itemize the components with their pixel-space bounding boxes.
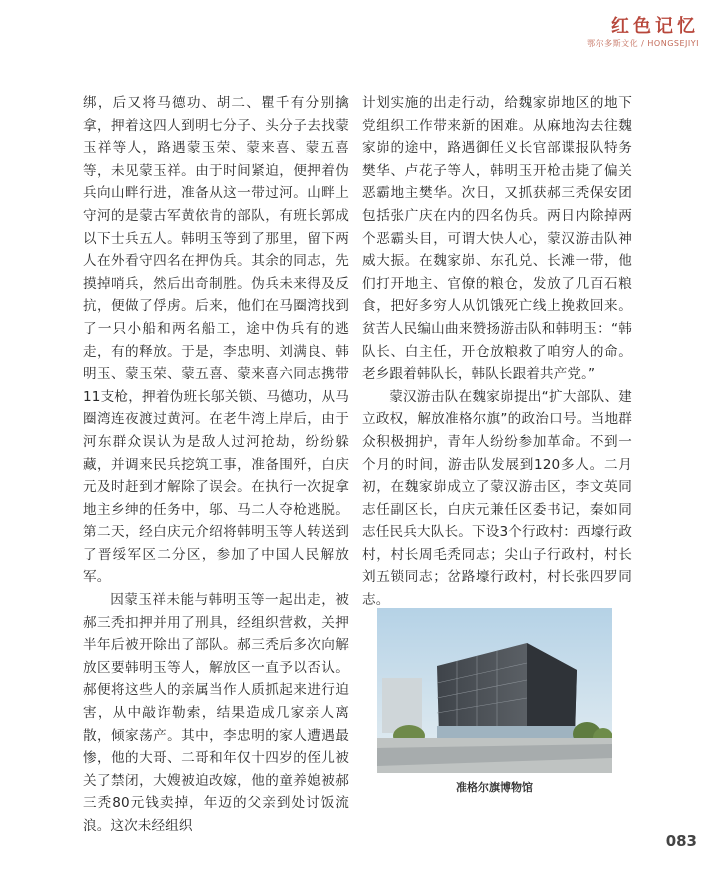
paragraph: 绑，后又将马德功、胡二、瞿千有分别擒拿，押着这四人到明七分子、头分子去找蒙玉祥等人，路遇蒙玉荣、蒙来喜、蒙五喜等，未见蒙玉祥。由于时间紧迫，便押着伪兵向山畔行进，准备从这一带过河。山畔上守河的是蒙古军黄依肯的部队，有班长郭成以下士兵五人。韩明玉等到了那里，留下两人在外看守四名在押伪兵。其余的同志，先摸掉哨兵，然后出奇制胜。伪兵未来得及反抗，便做了俘虏。后来，他们在马圈湾找到了一只小船和两名船工，途中伪兵有的逃走，有的释放。于是，李忠明、刘满良、韩明玉、蒙玉荣、蒙五喜、蒙来喜六同志携带11支枪，押着伪班长邬关锁、马德功，从马圈湾连夜渡过黄河。在老牛湾上岸后，由于河东群众误认为是敌人过河抢劫，纷纷躲藏，并调来民兵挖筑工事，准备围歼，白庆元及时赶到才解除了误会。在执行一次捉拿地主乡绅的任务中，邬、马二人夺枪逃脱。第二天，经白庆元介绍将韩明玉等人转送到了晋绥军区二分区，参加了中国人民解放军。 (83, 95, 349, 586)
page-number: 083 (665, 832, 697, 850)
page-header (499, 8, 699, 48)
paragraph: 因蒙玉祥未能与韩明玉等一起出走，被郝三秃扣押并用了刑具，经组织营救，关押半年后被开除出了部队。郝三秃后多次向解放区要韩明玉等人，解放区一直予以否认。郝便将这些人的亲属当作人质抓起来进行迫害，从中敲诈勒索，结果造成几家亲人离散，倾家荡产。其中，李忠明的家人遭遇最惨，他的大哥、二哥和年仅十四岁的侄儿被关了禁闭，大嫂被迫改嫁，他的童养媳被郝三秃80元钱卖掉，年迈的父亲到处讨饭流浪。这次未经组织 (83, 592, 349, 834)
section-subtitle: 鄂尔多斯文化 / HONGSEJIYI (587, 39, 699, 48)
paragraph: 蒙汉游击队在魏家峁提出“扩大部队、建立政权，解放准格尔旗”的政治口号。当地群众积极拥护，青年人纷纷参加革命。不到一个月的时间，游击队发展到120多人。二月初，在魏家峁成立了蒙汉游击区，李文英同志任副区长，白庆元兼任区委书记，秦如同志任民兵大队长。下设3个行政村：西壕行政村，村长周毛秃同志；尖山子行政村，村长刘五锁同志；岔路壕行政村，村长张四罗同志。 (362, 388, 632, 609)
photo-caption: 准格尔旗博物馆 (456, 781, 533, 794)
right-column (362, 92, 632, 634)
left-column (83, 92, 349, 838)
paragraph: 计划实施的出走行动，给魏家峁地区的地下党组织工作带来新的困难。从麻地沟去往魏家峁的途中，路遇御任义长官部谍报队特务樊华、卢花子等人，韩明玉开枪击毙了偏关恶霸地主樊华。次日，又抓获郝三秃保安团包括张广庆在内的四名伪兵。两日内除掉两个恶霸头目，可谓大快人心，蒙汉游击队神威大振。在魏家峁、东孔兑、长滩一带，他们打开地主、官僚的粮仓，发放了几百石粮食，把好多穷人从饥饿死亡线上挽救回来。贫苦人民编山曲来赞扬游击队和韩明玉：“韩队长、白主任，开仓放粮救了咱穷人的命。老乡跟着韩队长，韩队长跟着共产党。” (362, 95, 632, 383)
museum-photo (377, 608, 612, 773)
section-title: 红色记忆 (611, 16, 699, 37)
